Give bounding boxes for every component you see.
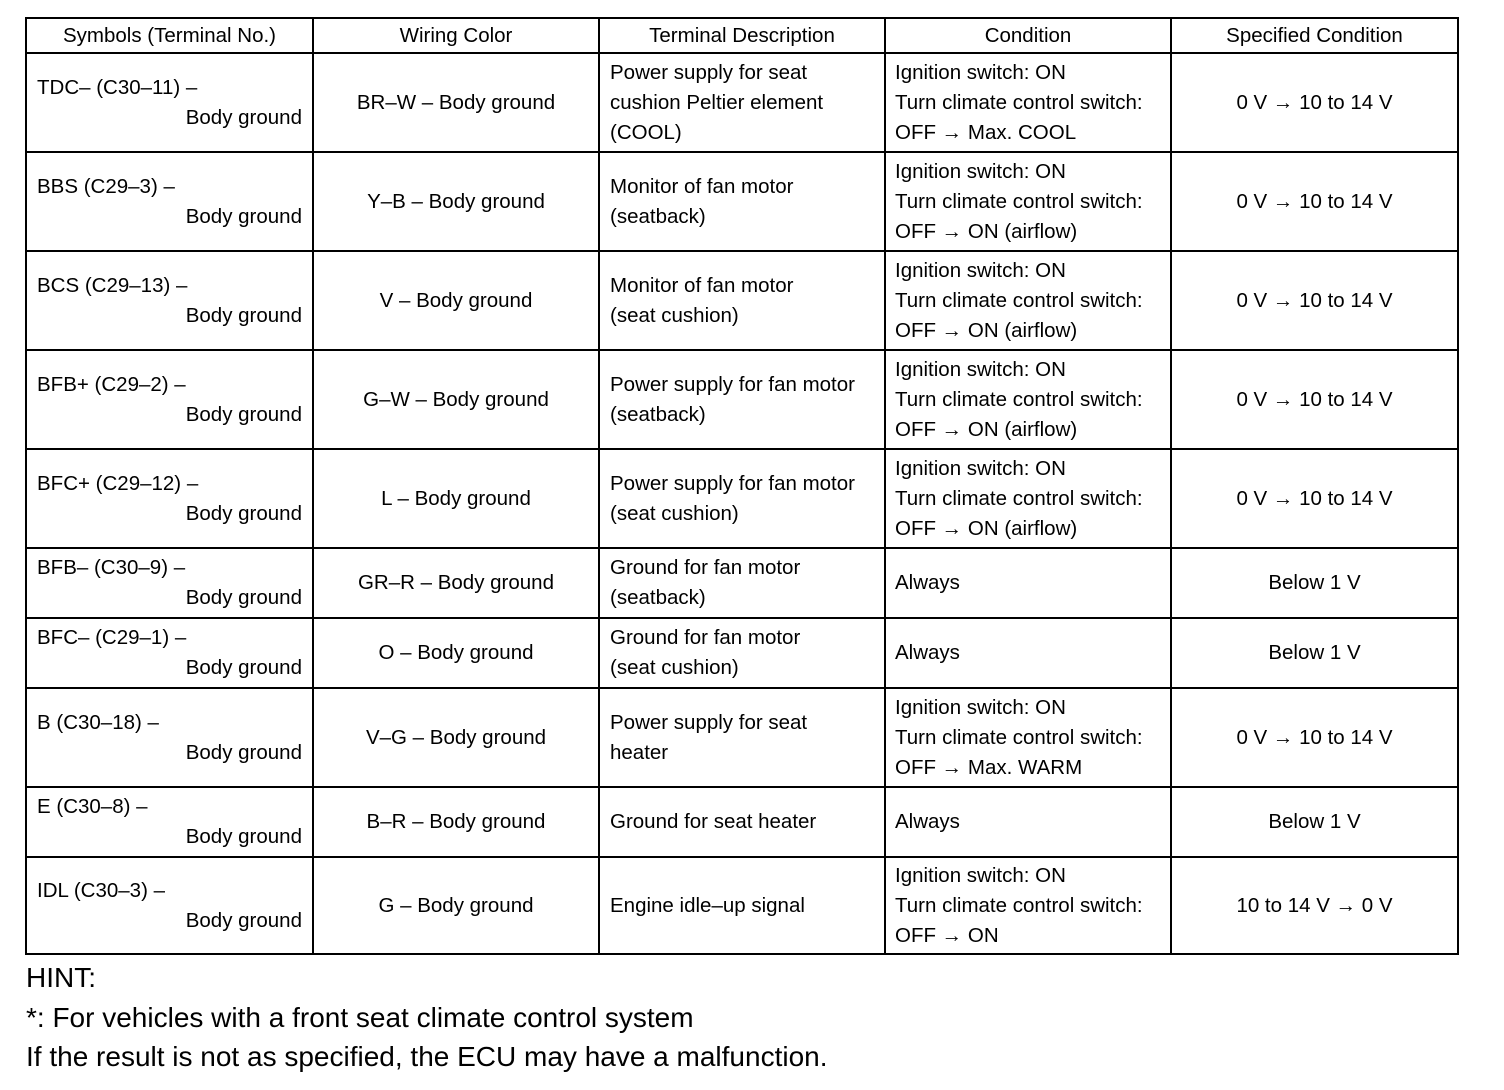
header-wiring-color: Wiring Color (313, 18, 599, 53)
specified-condition: 0 V → 10 to 14 V (1171, 152, 1458, 251)
terminal-symbol: BFB+ (C29–2) – (37, 372, 186, 396)
wiring-color: V – Body ground (313, 251, 599, 350)
table-row (26, 53, 1458, 152)
symbol-cell (26, 152, 313, 251)
terminal-symbol: IDL (C30–3) – (37, 878, 165, 902)
hint-malfunction: If the result is not as specified, the ECU may have a malfunction. (26, 1041, 828, 1072)
condition: Always (885, 548, 1171, 618)
terminal-description: Ground for seat heater (599, 787, 885, 857)
hint-title: HINT: (26, 962, 96, 993)
terminal-description: Monitor of fan motor (seat cushion) (599, 251, 885, 350)
terminal-symbol: BBS (C29–3) – (37, 174, 175, 198)
header-condition: Condition (885, 18, 1171, 53)
specified-condition: 0 V → 10 to 14 V (1171, 449, 1458, 548)
symbol-cell (26, 548, 313, 618)
table-row (26, 152, 1458, 251)
symbol-cell (26, 787, 313, 857)
ground-label: Body ground (185, 908, 302, 932)
ground-label: Body ground (185, 105, 302, 129)
symbol-cell (26, 688, 313, 787)
symbol-cell (26, 449, 313, 548)
table-row (26, 548, 1458, 618)
ground-label: Body ground (185, 303, 302, 327)
terminal-description: Power supply for fan motor (seatback) (599, 350, 885, 449)
condition: Ignition switch: ON Turn climate control switch: OFF → ON (airflow) (885, 350, 1171, 449)
ground-label: Body ground (185, 586, 302, 609)
table-row (26, 618, 1458, 688)
specified-condition: 0 V → 10 to 14 V (1171, 688, 1458, 787)
terminal-description: Ground for fan motor (seat cushion) (599, 618, 885, 688)
header-terminal-description: Terminal Description (599, 18, 885, 53)
terminal-spec-table (25, 17, 1459, 955)
condition: Always (885, 787, 1171, 857)
table-row (26, 449, 1458, 548)
header-symbols: Symbols (Terminal No.) (26, 18, 313, 53)
specified-condition: 0 V → 10 to 14 V (1171, 251, 1458, 350)
terminal-symbol: BFB– (C30–9) – (37, 556, 186, 579)
symbol-cell (26, 251, 313, 350)
terminal-description: Ground for fan motor (seatback) (599, 548, 885, 618)
wiring-color: O – Body ground (313, 618, 599, 688)
symbol-cell (26, 53, 313, 152)
terminal-symbol: B (C30–18) – (37, 710, 159, 734)
specified-condition: Below 1 V (1171, 548, 1458, 618)
ground-label: Body ground (185, 501, 302, 525)
ground-label: Body ground (185, 740, 302, 764)
specified-condition: 0 V → 10 to 14 V (1171, 53, 1458, 152)
terminal-symbol: BFC– (C29–1) – (37, 626, 187, 649)
symbol-cell (26, 857, 313, 954)
condition: Ignition switch: ON Turn climate control switch: OFF → Max. WARM (885, 688, 1171, 787)
wiring-color: B–R – Body ground (313, 787, 599, 857)
condition: Always (885, 618, 1171, 688)
ground-label: Body ground (185, 825, 302, 848)
terminal-description: Power supply for seat heater (599, 688, 885, 787)
table-header-row (26, 18, 1458, 53)
terminal-description: Power supply for fan motor (seat cushion) (599, 449, 885, 548)
terminal-symbol: TDC– (C30–11) – (37, 75, 198, 99)
specified-condition: 10 to 14 V → 0 V (1171, 857, 1458, 954)
terminal-description: Monitor of fan motor (seatback) (599, 152, 885, 251)
condition: Ignition switch: ON Turn climate control switch: OFF → ON (airflow) (885, 251, 1171, 350)
condition: Ignition switch: ON Turn climate control switch: OFF → Max. COOL (885, 53, 1171, 152)
table-row (26, 857, 1458, 954)
wiring-color: BR–W – Body ground (313, 53, 599, 152)
symbol-cell (26, 618, 313, 688)
terminal-description: Engine idle–up signal (599, 857, 885, 954)
terminal-description: Power supply for seat cushion Peltier element (COOL) (599, 53, 885, 152)
specified-condition: Below 1 V (1171, 787, 1458, 857)
ground-label: Body ground (185, 402, 302, 426)
condition: Ignition switch: ON Turn climate control switch: OFF → ON (885, 857, 1171, 954)
terminal-symbol: BFC+ (C29–12) – (37, 471, 199, 495)
wiring-color: V–G – Body ground (313, 688, 599, 787)
symbol-cell (26, 350, 313, 449)
terminal-symbol: BCS (C29–13) – (37, 273, 188, 297)
header-specified-condition: Specified Condition (1171, 18, 1458, 53)
wiring-color: G – Body ground (313, 857, 599, 954)
terminal-symbol: E (C30–8) – (37, 795, 148, 818)
table-row (26, 688, 1458, 787)
wiring-color: G–W – Body ground (313, 350, 599, 449)
specified-condition: 0 V → 10 to 14 V (1171, 350, 1458, 449)
ground-label: Body ground (185, 204, 302, 228)
table-row (26, 251, 1458, 350)
condition: Ignition switch: ON Turn climate control switch: OFF → ON (airflow) (885, 449, 1171, 548)
ground-label: Body ground (185, 656, 302, 679)
condition: Ignition switch: ON Turn climate control switch: OFF → ON (airflow) (885, 152, 1171, 251)
wiring-color: L – Body ground (313, 449, 599, 548)
specified-condition: Below 1 V (1171, 618, 1458, 688)
wiring-color: Y–B – Body ground (313, 152, 599, 251)
hint-note: *: For vehicles with a front seat climate control system (26, 1002, 694, 1033)
table-row (26, 350, 1458, 449)
wiring-color: GR–R – Body ground (313, 548, 599, 618)
table-row (26, 787, 1458, 857)
